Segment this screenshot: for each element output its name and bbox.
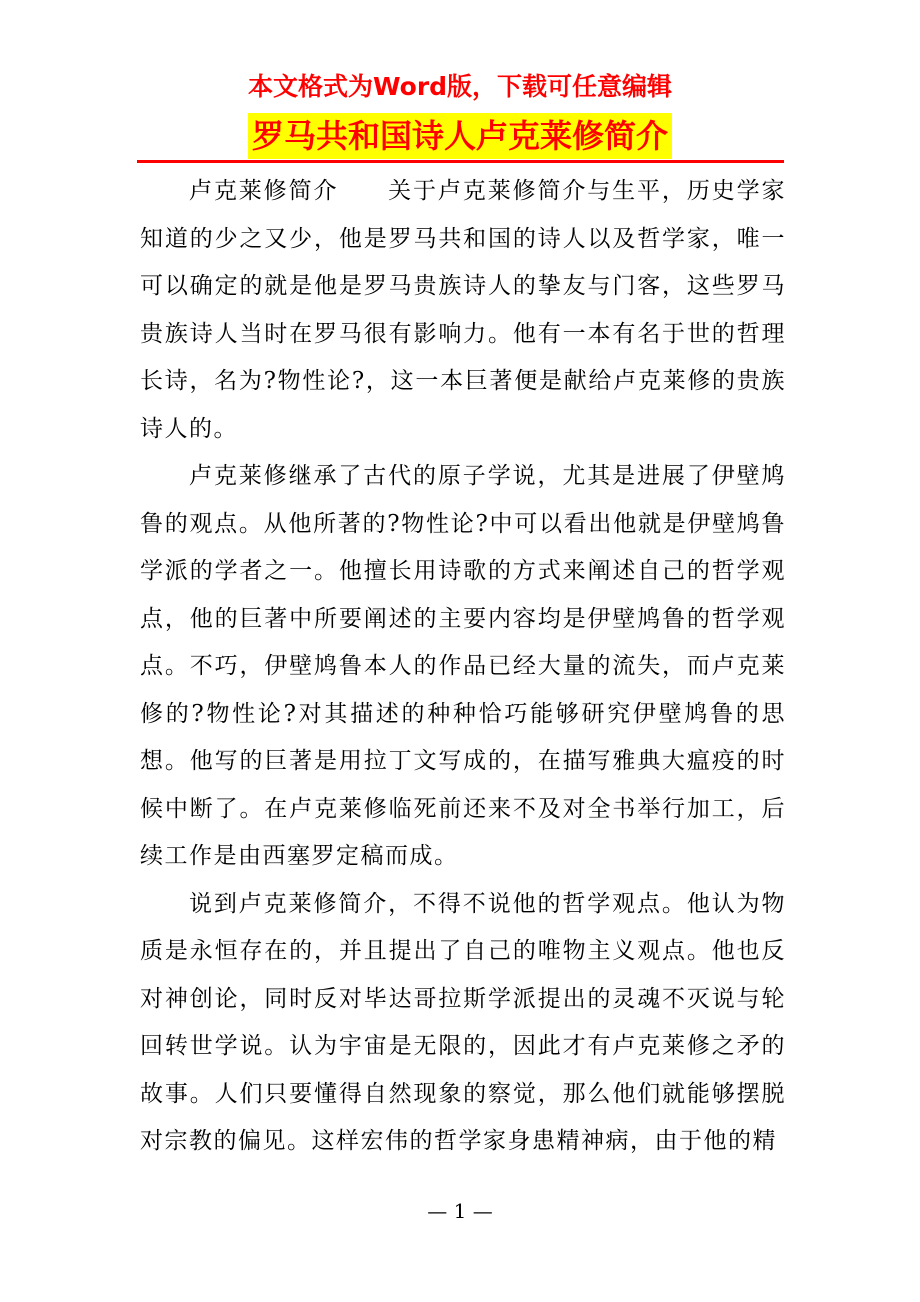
paragraph: 卢克莱修简介 关于卢克莱修简介与生平，历史学家知道的少之又少，他是罗马共和国的诗人以及哲学家，唯一可以确定的就是他是罗马贵族诗人的挚友与门客，这些罗马贵族诗人当时在罗马很有影响力。他有一本有名于世的哲理长诗，名为?物性论?，这一本巨著便是献给卢克莱修的贵族诗人的。 — [140, 178, 786, 442]
paragraph: 卢克莱修继承了古代的原子学说，尤其是进展了伊壁鸠鲁的观点。从他所著的?物性论?中可以看出他就是伊壁鸠鲁学派的学者之一。他擅长用诗歌的方式来阐述自己的哲学观点，他的巨著中所要阐述的主要内容均是伊壁鸠鲁的哲学观点。不巧，伊壁鸠鲁本人的作品已经大量的流失，而卢克莱修的?物性论?对其描述的种种恰巧能够研究伊壁鸠鲁的思想。他写的巨著是用拉丁文写成的，在描写雅典大瘟疫的时候中断了。在卢克莱修临死前还来不及对全书举行加工，后续工作是由西塞罗定稿而成。 — [140, 463, 786, 869]
title-divider — [137, 160, 784, 163]
document-title: 罗马共和国诗人卢克莱修简介 — [248, 113, 672, 159]
download-notice: 本文格式为Word版，下载可任意编辑 — [247, 72, 673, 101]
document-body — [140, 168, 786, 1166]
paragraph: 说到卢克莱修简介，不得不说他的哲学观点。他认为物质是永恒存在的，并且提出了自己的唯物主义观点。他也反对神创论，同时反对毕达哥拉斯学派提出的灵魂不灭说与轮回转世学说。认为宇宙是无限的，因此才有卢克莱修之矛的故事。人们只要懂得自然现象的察觉，那么他们就能够摆脱对宗教的偏见。这样宏伟的哲学家身患精神病，由于他的精 — [140, 890, 786, 1154]
page-number: — 1 — — [427, 1199, 493, 1223]
title-container — [0, 113, 920, 159]
